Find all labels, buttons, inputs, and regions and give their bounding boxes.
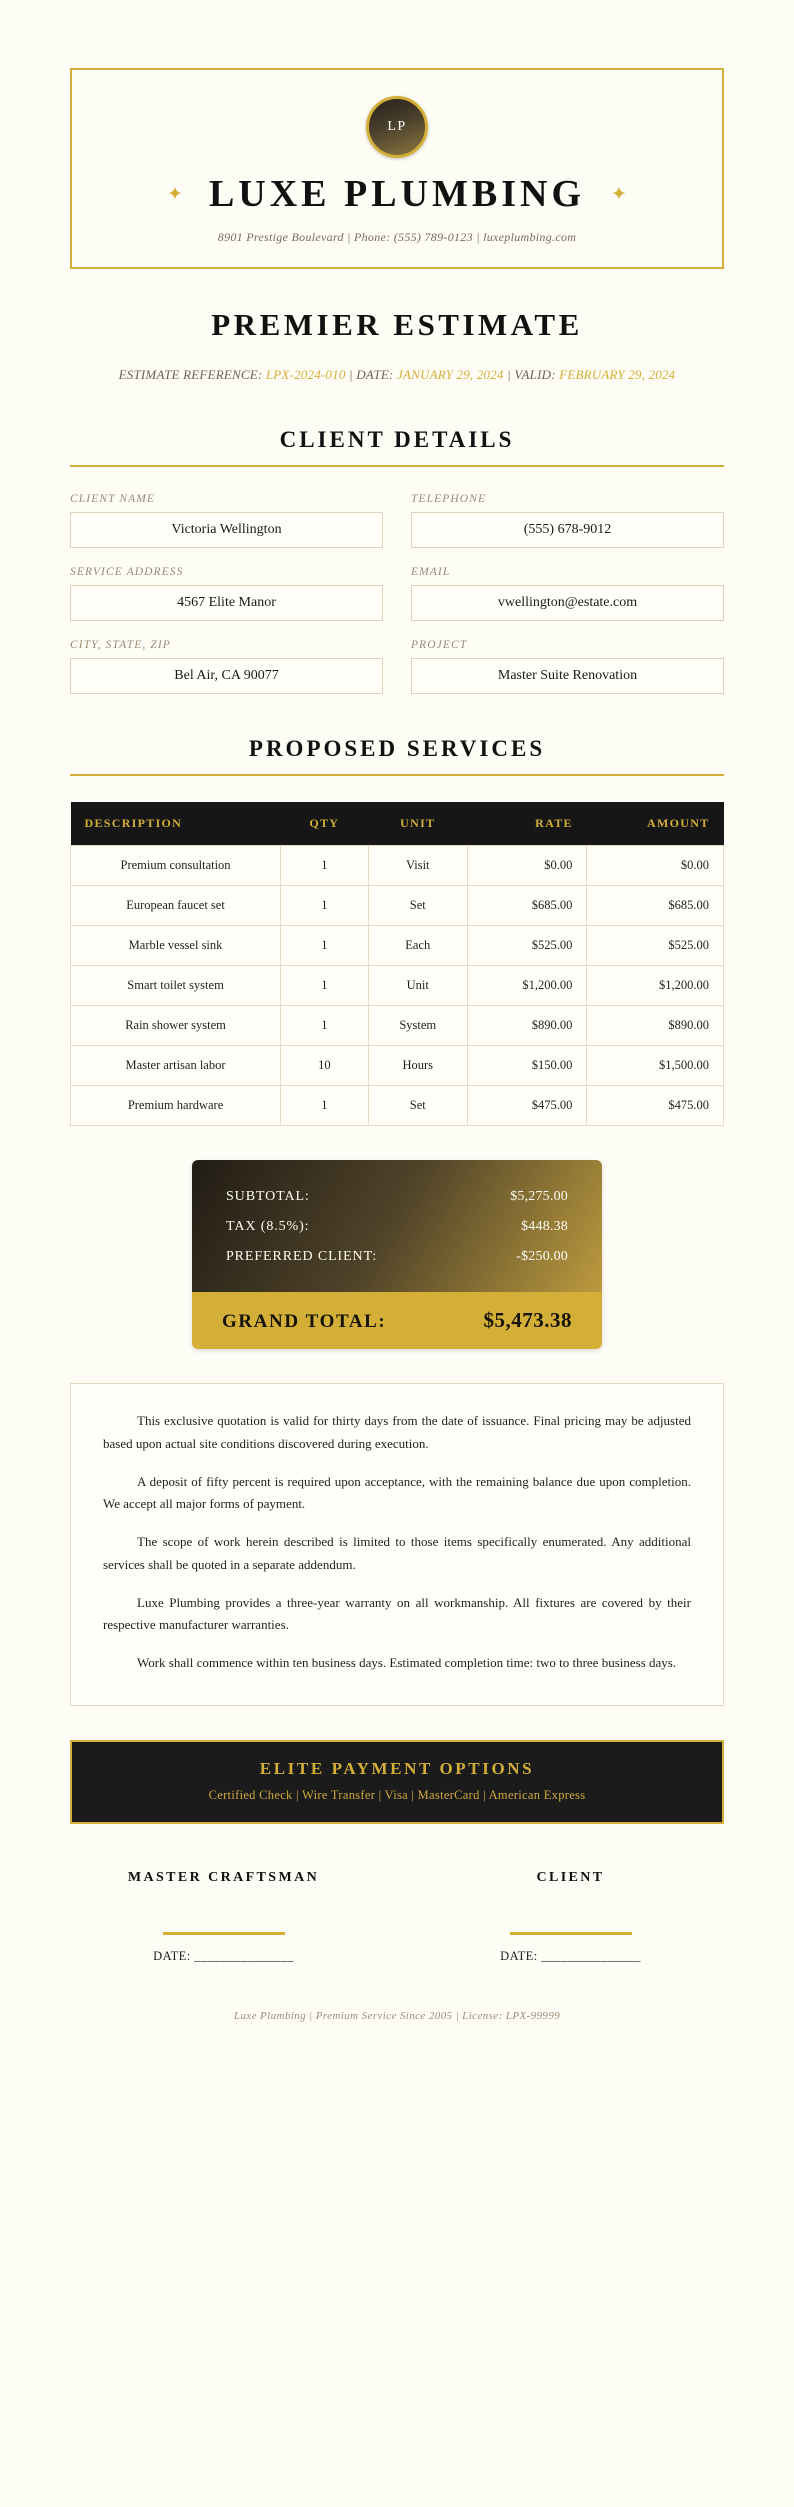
client-field-value[interactable]: (555) 678-9012 (411, 512, 724, 548)
services-cell-amount: $0.00 (587, 846, 724, 886)
services-table-row (71, 1046, 724, 1086)
client-fields-grid (70, 493, 724, 694)
craftsman-date-field[interactable]: DATE: _______________ (153, 1948, 294, 1963)
services-heading: PROPOSED SERVICES (248, 736, 546, 762)
totals-section (70, 1160, 724, 1349)
meta-separator-1: | (348, 367, 357, 382)
total-line (226, 1182, 568, 1212)
services-table-row (71, 966, 724, 1006)
services-table-head (71, 802, 724, 846)
services-cell-amount: $525.00 (587, 926, 724, 966)
services-column-header: UNIT (368, 802, 467, 846)
services-cell-amount: $890.00 (587, 1006, 724, 1046)
craftsman-signature-line[interactable] (163, 1932, 285, 1935)
services-cell-qty: 1 (281, 1086, 368, 1126)
services-header-row (71, 802, 724, 846)
client-field-value[interactable]: Victoria Wellington (70, 512, 383, 548)
client-field (70, 493, 383, 548)
estimate-valid-value: FEBRUARY 29, 2024 (559, 367, 676, 382)
terms-paragraph: This exclusive quotation is valid for thirty days from the date of issuance. Final pricing may be adjusted based upon actual site conditions discovered during execution. (103, 1413, 691, 1451)
client-field (70, 639, 383, 694)
services-cell-description: Rain shower system (71, 1006, 281, 1046)
services-cell-unit: Set (368, 886, 467, 926)
client-field-label: TELEPHONE (411, 493, 487, 506)
document-title: PREMIER ESTIMATE (211, 307, 583, 342)
terms-paragraph: A deposit of fifty percent is required upon acceptance, with the remaining balance due upon completion. We accept all major forms of payment. (103, 1473, 691, 1512)
services-column-header: RATE (467, 802, 586, 846)
total-line-label: SUBTOTAL: (226, 1189, 310, 1205)
grand-total-amount: $5,473.38 (483, 1308, 572, 1333)
estimate-date-label: DATE: (356, 367, 394, 382)
services-cell-qty: 1 (281, 846, 368, 886)
services-column-header: DESCRIPTION (71, 802, 281, 846)
client-field (70, 566, 383, 621)
services-cell-amount: $475.00 (587, 1086, 724, 1126)
services-divider (70, 774, 724, 776)
totals-card (192, 1160, 602, 1349)
client-details-heading: CLIENT DETAILS (279, 427, 515, 453)
sparkle-left-icon: ✦ (167, 183, 183, 205)
services-cell-description: Premium consultation (71, 846, 281, 886)
client-field-label: PROJECT (411, 639, 468, 652)
document-footer: Luxe Plumbing | Premium Service Since 2005 | License: LPX-99999 (233, 2009, 561, 2022)
services-cell-description: European faucet set (71, 886, 281, 926)
services-cell-amount: $1,500.00 (587, 1046, 724, 1086)
services-cell-rate: $1,200.00 (467, 966, 586, 1006)
logo-initials: LP (387, 119, 407, 134)
total-line-label: TAX (8.5%): (226, 1219, 310, 1235)
services-cell-rate: $685.00 (467, 886, 586, 926)
services-cell-qty: 1 (281, 966, 368, 1006)
services-cell-qty: 1 (281, 1006, 368, 1046)
services-cell-description: Marble vessel sink (71, 926, 281, 966)
services-cell-unit: System (368, 1006, 467, 1046)
services-cell-unit: Set (368, 1086, 467, 1126)
services-cell-amount: $685.00 (587, 886, 724, 926)
services-table-row (71, 1086, 724, 1126)
client-field-label: SERVICE ADDRESS (70, 566, 184, 579)
grand-total-label: GRAND TOTAL: (222, 1311, 387, 1333)
total-line-label: PREFERRED CLIENT: (226, 1249, 378, 1265)
letterhead (70, 68, 724, 269)
services-cell-rate: $890.00 (467, 1006, 586, 1046)
total-line-amount: -$250.00 (516, 1249, 568, 1265)
company-contact-line: 8901 Prestige Boulevard | Phone: (555) 789-0123 | luxeplumbing.com (217, 230, 577, 244)
total-line-amount: $5,275.00 (510, 1189, 568, 1205)
payment-options-banner (70, 1740, 724, 1824)
terms-paragraph: Work shall commence within ten business days. Estimated completion time: two to three business days. (137, 1655, 677, 1671)
signature-block-client (417, 1870, 724, 1964)
estimate-reference-label: ESTIMATE REFERENCE: (118, 367, 263, 382)
client-field-value[interactable]: Bel Air, CA 90077 (70, 658, 383, 694)
services-table-row (71, 1006, 724, 1046)
client-field-value[interactable]: vwellington@estate.com (411, 585, 724, 621)
services-cell-unit: Each (368, 926, 467, 966)
services-table-body (71, 846, 724, 1126)
grand-total-row (192, 1292, 602, 1349)
services-cell-rate: $0.00 (467, 846, 586, 886)
services-cell-qty: 10 (281, 1046, 368, 1086)
company-logo-badge (366, 96, 428, 158)
signature-section (70, 1870, 724, 1964)
services-table-row (71, 886, 724, 926)
client-details-divider (70, 465, 724, 467)
document-meta (117, 365, 677, 385)
terms-box (70, 1383, 724, 1706)
payment-options-title: ELITE PAYMENT OPTIONS (259, 1758, 535, 1778)
services-cell-description: Master artisan labor (71, 1046, 281, 1086)
services-cell-unit: Hours (368, 1046, 467, 1086)
services-table (70, 802, 724, 1126)
brand-row (102, 172, 692, 216)
client-signature-title: CLIENT (536, 1869, 605, 1885)
client-field (411, 566, 724, 621)
services-cell-unit: Visit (368, 846, 467, 886)
total-line (226, 1212, 568, 1242)
total-line (226, 1242, 568, 1272)
company-name: LUXE PLUMBING (208, 173, 586, 215)
services-cell-qty: 1 (281, 926, 368, 966)
estimate-date-value: JANUARY 29, 2024 (397, 367, 504, 382)
services-table-row (71, 926, 724, 966)
meta-separator-2: | (507, 367, 515, 382)
services-table-row (71, 846, 724, 886)
estimate-reference-value: LPX-2024-010 (265, 367, 346, 382)
total-line-amount: $448.38 (521, 1219, 568, 1235)
sparkle-right-icon: ✦ (611, 183, 627, 205)
services-cell-rate: $150.00 (467, 1046, 586, 1086)
client-date-field[interactable]: DATE: _______________ (500, 1948, 641, 1963)
client-field-value[interactable]: 4567 Elite Manor (70, 585, 383, 621)
client-field-label: CITY, STATE, ZIP (70, 639, 171, 652)
client-field-value[interactable]: Master Suite Renovation (411, 658, 724, 694)
services-cell-amount: $1,200.00 (587, 966, 724, 1006)
payment-methods-list: Certified Check | Wire Transfer | Visa | MasterCard | American Express (208, 1787, 586, 1802)
services-column-header: AMOUNT (587, 802, 724, 846)
totals-lines (192, 1160, 602, 1292)
services-cell-unit: Unit (368, 966, 467, 1006)
client-field (411, 493, 724, 548)
services-cell-qty: 1 (281, 886, 368, 926)
client-field-label: CLIENT NAME (70, 493, 156, 506)
client-field (411, 639, 724, 694)
terms-paragraph: The scope of work herein described is limited to those items specifically enumerated. Any additional services shall be quoted in a separate addendum. (103, 1534, 691, 1572)
estimate-valid-label: VALID: (514, 367, 556, 382)
client-field-label: EMAIL (411, 566, 451, 579)
craftsman-signature-title: MASTER CRAFTSMAN (127, 1869, 320, 1885)
client-signature-line[interactable] (510, 1932, 632, 1935)
services-column-header: QTY (281, 802, 368, 846)
services-cell-rate: $475.00 (467, 1086, 586, 1126)
terms-paragraph: Luxe Plumbing provides a three-year warranty on all workmanship. All fixtures are covered by their respective manufacturer warranties. (103, 1594, 691, 1633)
services-cell-description: Smart toilet system (71, 966, 281, 1006)
signature-block-craftsman (70, 1870, 377, 1964)
services-cell-rate: $525.00 (467, 926, 586, 966)
services-cell-description: Premium hardware (71, 1086, 281, 1126)
